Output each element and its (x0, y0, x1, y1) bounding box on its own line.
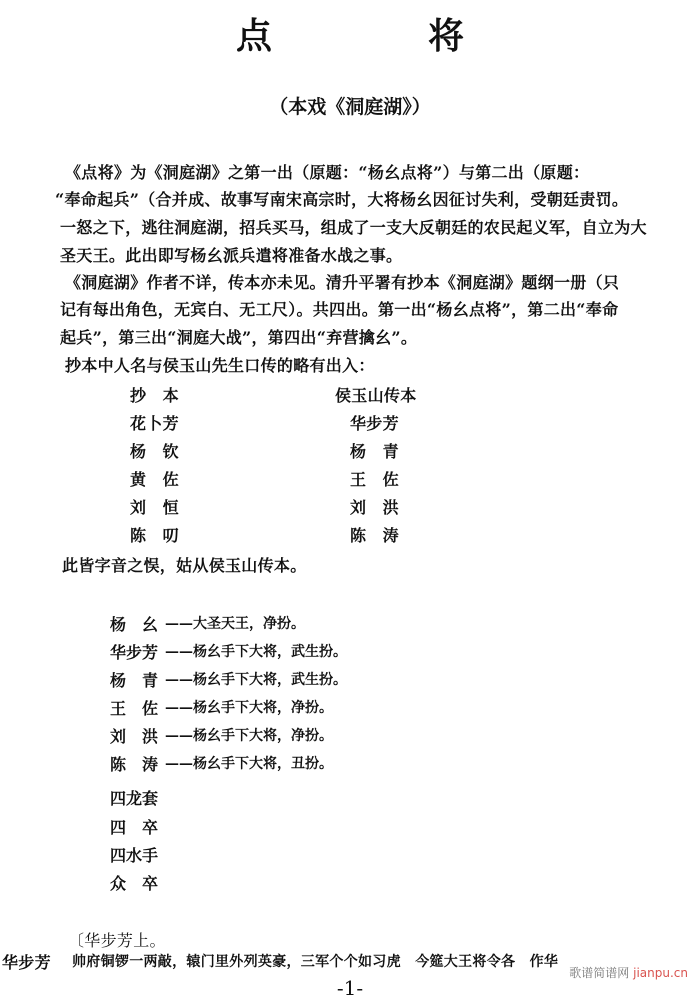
watermark-en: jianpu.cn (633, 966, 688, 980)
cast-name: 陈 涛 (110, 755, 159, 774)
table-cell: 花卜芳 (130, 414, 179, 433)
note: 此皆字音之悮，姑从侯玉山传本。 (62, 556, 307, 575)
page-number: -1- (336, 976, 364, 998)
speech-text: 帅府铜锣一两敲，辕门里外列英豪，三军个个如习虎 今筵大王将令各 作华 (72, 954, 559, 970)
stage-direction: 〔华步芳上。 (68, 931, 166, 950)
paragraph-line: 抄本中人名与侯玉山先生口传的略有出入： (65, 356, 375, 375)
cast-name: 杨 青 (110, 671, 159, 690)
table-cell: 王 佐 (350, 470, 399, 489)
cast-desc: ——杨幺手下大将，净扮。 (165, 728, 333, 744)
cast-name: 四水手 (110, 846, 159, 865)
table-cell: 陈 叨 (130, 526, 179, 545)
paragraph-line: 圣天王。此出即写杨幺派兵遣将准备水战之事。 (60, 246, 403, 265)
table-cell: 华步芳 (350, 414, 399, 433)
table-cell: 陈 涛 (350, 526, 399, 545)
table-header: 抄 本 (130, 386, 179, 405)
table-cell: 刘 恒 (130, 498, 179, 517)
paragraph-line: 《洞庭湖》作者不详，传本亦未见。清升平署有抄本《洞庭湖》题纲一册（只 (65, 273, 620, 292)
cast-name: 四 卒 (110, 818, 159, 837)
cast-desc: ——杨幺手下大将，武生扮。 (165, 672, 347, 688)
cast-name: 四龙套 (110, 789, 159, 808)
cast-name: 刘 洪 (110, 727, 159, 746)
watermark-cn: 歌谱简谱网 (569, 966, 630, 980)
cast-name: 众 卒 (110, 874, 159, 893)
table-cell: 刘 洪 (350, 498, 399, 517)
paragraph-line: 《点将》为《洞庭湖》之第一出（原题：“杨幺点将”）与第二出（原题： (65, 163, 590, 182)
watermark (569, 964, 688, 981)
table-cell: 杨 青 (350, 442, 399, 461)
speaker-name: 华步芳 (2, 953, 51, 972)
cast-desc: ——杨幺手下大将，净扮。 (165, 700, 333, 716)
table-cell: 黄 佐 (130, 470, 179, 489)
cast-name: 杨 幺 (110, 615, 159, 634)
paragraph-line: 起兵”，第三出“洞庭大战”，第四出“弃营擒幺”。 (60, 328, 418, 347)
cast-name: 王 佐 (110, 699, 159, 718)
subtitle: （本戏《洞庭湖》） (269, 96, 431, 118)
table-cell: 杨 钦 (130, 442, 179, 461)
cast-name: 华步芳 (110, 643, 159, 662)
page-title: 点 将 (235, 16, 524, 57)
cast-desc: ——杨幺手下大将，丑扮。 (165, 756, 333, 772)
cast-desc: ——杨幺手下大将，武生扮。 (165, 644, 347, 660)
paragraph-line: 记有每出角色，无宾白、无工尺）。共四出。第一出“杨幺点将”，第二出“奉命 (60, 300, 619, 319)
cast-desc: ——大圣天王，净扮。 (165, 616, 305, 632)
paragraph-line: “奉命起兵”（合并成、故事写南宋高宗时，大将杨幺因征讨失利，受朝廷责罚。 (55, 190, 629, 209)
paragraph-line: 一怒之下，逃往洞庭湖，招兵买马，组成了一支大反朝廷的农民起义军，自立为大 (60, 218, 647, 237)
table-header: 侯玉山传本 (335, 386, 417, 405)
